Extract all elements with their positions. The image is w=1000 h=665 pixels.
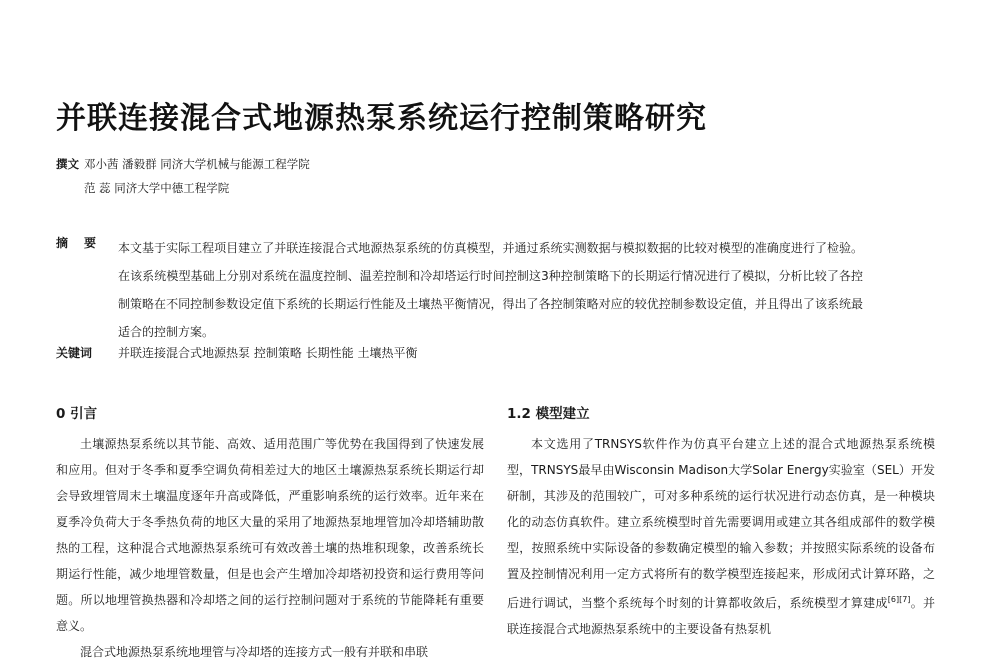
keywords-label: 关键词 <box>56 346 93 360</box>
author-row-1 <box>56 152 310 176</box>
citation-ref: [6][7] <box>887 595 911 604</box>
right-column <box>507 403 935 642</box>
left-column <box>56 403 484 665</box>
author-line-1: 邓小茜 潘毅群 同济大学机械与能源工程学院 <box>84 157 310 171</box>
model-paragraph-text-a: 本文选用了TRNSYS软件作为仿真平台建立上述的混合式地源热泵系统模型，TRNSYS最早由Wisconsin Madison大学Solar Energy实验室（SEL）开发研制，其涉及的范围较广，可对多种系统的运行状况进行动态仿真，是一种模块化的动态仿真软件。建立系统模型时首先需要调用或建立其各组成部件的数学模型，按照系统中实际设备的参数确定模型的输入参数；并按照实际系统的设备布置及控制情况利用一定方式将所有的数学模型连接起来，形成闭式计算环路，之后进行调试，当整个系统每个时刻的计算都收敛后，系统模型才算建成 <box>507 437 935 610</box>
author-block <box>56 152 310 200</box>
author-line-2: 范 蕊 同济大学中德工程学院 <box>84 181 230 195</box>
abstract-label: 摘要 <box>56 236 113 250</box>
section-heading-intro: 0 引言 <box>56 406 98 422</box>
author-row-2 <box>56 176 310 200</box>
paper-title: 并联连接混合式地源热泵系统运行控制策略研究 <box>56 101 707 136</box>
keywords-text: 并联连接混合式地源热泵 控制策略 长期性能 土壤热平衡 <box>118 346 418 360</box>
model-paragraph-text-b: 。并联连接混合式地源热泵系统中的主要设备有热泵机 <box>507 596 935 636</box>
model-paragraph-1 <box>507 431 935 642</box>
section-heading-model: 1.2 模型建立 <box>507 406 590 422</box>
intro-paragraph-1: 土壤源热泵系统以其节能、高效、适用范围广等优势在我国得到了快速发展和应用。但对于冬季和夏季空调负荷相差过大的地区土壤源热泵系统长期运行却会导致埋管周末土壤温度逐年升高或降低，严重影响系统的运行效率。近年来在夏季冷负荷大于冬季热负荷的地区大量的采用了地源热泵地埋管加冷却塔辅助散热的工程，这种混合式地源热泵系统可有效改善土壤的热堆积现象，改善系统长期运行性能，减少地埋管数量，但是也会产生增加冷却塔初投资和运行费用等问题。所以地埋管换热器和冷却塔之间的运行控制问题对于系统的节能降耗有重要意义。 <box>56 437 484 633</box>
author-label: 撰文 <box>56 157 79 171</box>
abstract-text: 本文基于实际工程项目建立了并联连接混合式地源热泵系统的仿真模型，并通过系统实测数据与模拟数据的比较对模型的准确度进行了检验。在该系统模型基础上分别对系统在温度控制、温差控制和冷却塔运行时间控制这3种控制策略下的长期运行情况进行了模拟，分析比较了各控制策略在不同控制参数设定值下系统的长期运行性能及土壤热平衡情况，得出了各控制策略对应的较优控制参数设定值，并且得出了该系统最适合的控制方案。 <box>118 241 863 339</box>
intro-paragraph-2: 混合式地源热泵系统地埋管与冷却塔的连接方式一般有并联和串联 <box>80 645 429 659</box>
